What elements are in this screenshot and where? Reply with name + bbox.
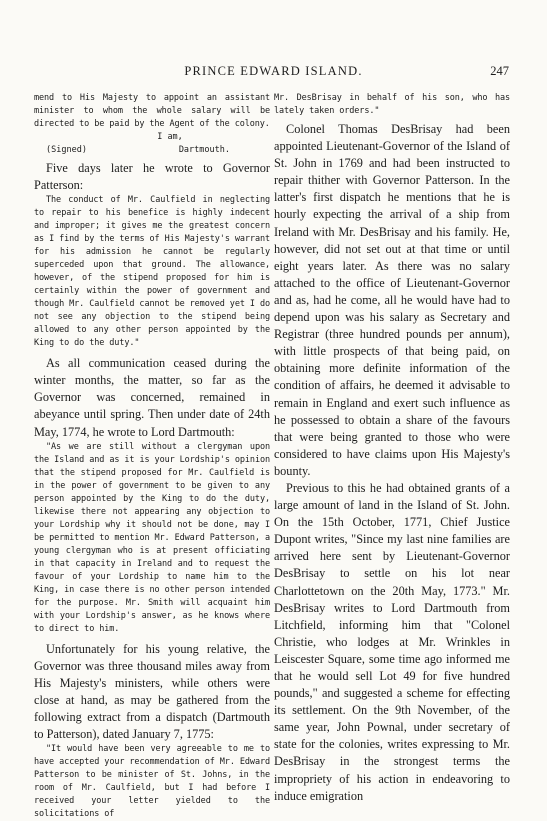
letter-signoff	[34, 131, 270, 157]
quote-dartmouth-letter: "As we are still without a clergyman upon the Island and as it is your Lordship's opinion that the stipend proposed for Mr. Caulfield is in the power of government to be given to any person appointed by the King to do the duty, likewise there not appearing any objection to your Lordship why it should not be done, may I be permitted to mention Mr. Edward Patterson, a young clergyman who is at present officiating in that capacity in Ireland and to request the favour of your Lordship to name him to the King, in case there is no other person intended for the purpose. Mr. Smith will acquaint him with your Lordship's answer, as he knows where to direct to him.	[34, 441, 270, 634]
right-column	[274, 92, 510, 805]
signoff-name: Dartmouth.	[178, 145, 230, 155]
running-title: PRINCE EDWARD ISLAND.	[184, 64, 363, 78]
quote-agreeable: "It would have been very agreeable to me to have accepted your recommendation of Mr. Edward Patterson to be minister of St. Johns, in the room of Mr. Caulfield, but I had before I received your letter yielded to the solicitations of	[34, 744, 270, 820]
paragraph-previous: Previous to this he had obtained grants of a large amount of land in the Island of St. John. On the 15th October, 1771, Chief Justice Dupont writes, "Since my last nine families are arrived here sent by Lieutenant-Governor DesBrisay to settle on his lot near Charlottetown on the 20th May, 1773." Mr. DesBrisay writes to Lord Dartmouth from Litchfield, informing him that "Colonel Christie, who lodges at Mr. Wrinkles in Leiscester Square, some time ago informed me that he would sell Lot 49 for five hundred pounds," and suggested a scheme for effecting its settlement. On the 9th November, of the same year, John Pownal, under secretary of state for the colonies, writes expressing to Mr. DesBrisay in the strongest terms the impropriety of his action in endeavoring to induce emigration	[274, 480, 510, 803]
signoff-closing: I am,	[157, 132, 183, 142]
left-column	[34, 92, 270, 821]
signoff-signed: (Signed)	[46, 145, 87, 155]
paragraph-five-days: Five days later he wrote to Governor Patterson:	[34, 161, 270, 193]
page-number: 247	[490, 64, 509, 78]
paragraph-desbrisay: Colonel Thomas DesBrisay had been appointed Lieutenant-Governor of the Island of St. John in 1769 and had been instructed to repair thither with Governor Patterson. In the latter's first dispatch he mentions that he is hourly expecting the arrival of a ship from Ireland with Mr. DesBrisay and his family. He, however, did not set out at that time or until eight years later. As there was no salary attached to the office of Lieutenant-Governor and as, had he come, all he would have had to depend upon was his salary as Secretary and Registrar (three hundred pounds per annum), with little prospects of that being paid, on obtaining more definite information of the condition of affairs, he deemed it advisable to remain in England and exert such influence as he possessed to obtain a share of the favours that were being granted to those who were considered to have claims upon His Majesty's bounty.	[274, 122, 510, 478]
quote-continuation: mend to His Majesty to appoint an assistant minister to whom the whole salary will be directed to be paid by the Agent of the colony.	[34, 93, 270, 129]
quote-end: Mr. DesBrisay in behalf of his son, who has lately taken orders."	[274, 93, 510, 116]
paragraph-unfortunately: Unfortunately for his young relative, the Governor was three thousand miles away from His Majesty's ministers, while others were close at hand, as may be gathered from the following extract from a dispatch (Dartmouth to Patterson), dated January 7, 1775:	[34, 641, 270, 742]
quote-patterson-letter: The conduct of Mr. Caulfield in neglecting to repair to his benefice is highly indecent and improper; it gives me the greatest concern as I find by the terms of His Majesty's warrant for his admission he cannot be regularly superceded upon that ground. The allowance, however, of the stipend proposed for him is certainly within the power of government and though Mr. Caulfield cannot be removed yet I do not see any objection to the stipend being allowed to any other person appointed by the King to do the duty."	[34, 195, 270, 349]
running-head	[0, 64, 547, 80]
signoff-signature-row	[34, 144, 270, 157]
paragraph-communication: As all communication ceased during the winter months, the matter, so far as the Governor was concerned, remained in abeyance until spring. Then under date of 24th May, 1774, he wrote to Lord Dartmouth:	[34, 356, 270, 439]
